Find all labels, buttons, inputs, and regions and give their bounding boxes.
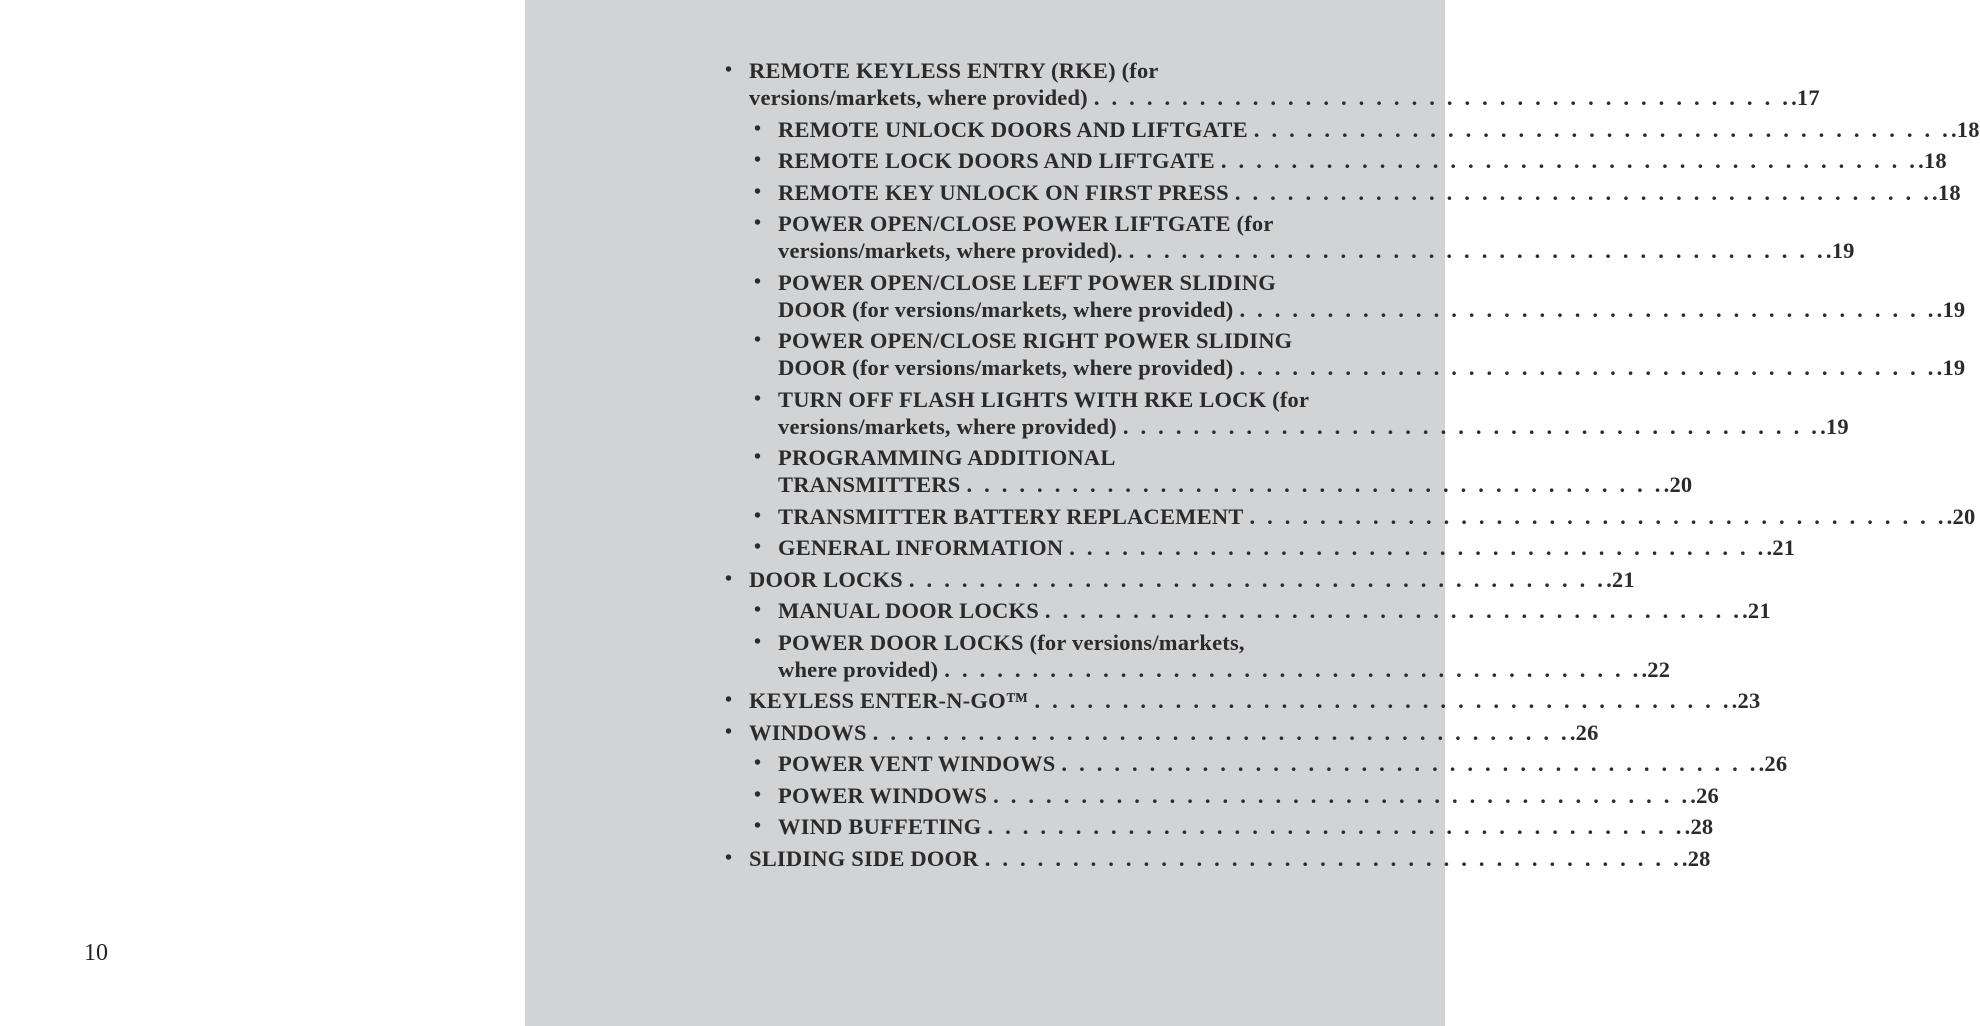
page-number: 10 <box>84 940 108 966</box>
toc-entry[interactable] <box>722 782 1720 809</box>
toc-entry-leader-line <box>778 471 1693 498</box>
toc-entry-title-line: WIND BUFFETING <box>778 814 982 839</box>
toc-page-ref: .19 <box>1936 355 1966 380</box>
left-page <box>0 0 525 1026</box>
toc-entry-leader-line <box>749 566 1635 593</box>
toc-entry-leader-line <box>749 84 1820 111</box>
bullet-icon: • <box>754 117 762 140</box>
toc-entry-title-line: KEYLESS ENTER-N-GO™ <box>749 688 1029 713</box>
dot-leader: . . . . . . . . . . . . . . . . . . . . . . . . . . . . . . . . . . . . . . . . <box>987 814 1685 839</box>
bullet-icon: • <box>754 752 762 774</box>
toc-entry-title-line: POWER OPEN/CLOSE POWER LIFTGATE (for <box>778 211 1274 236</box>
toc-entry[interactable] <box>722 269 1966 323</box>
toc-entry-leader-line <box>778 354 1966 381</box>
toc-entry-title-line: POWER OPEN/CLOSE LEFT POWER SLIDING <box>778 269 1276 295</box>
toc-page-ref: .20 <box>1946 503 1976 529</box>
dot-leader: . . . . . . . . . . . . . . . . . . . . . . . . . . . . . . . . . . . . . . . . <box>908 566 1607 592</box>
toc-entry-leader-line <box>778 750 1788 777</box>
toc-entry-leader-line <box>778 813 1714 840</box>
toc-entry-leader-line <box>778 237 1855 264</box>
toc-page-ref: .19 <box>1936 296 1966 322</box>
dot-leader: . . . . . . . . . . . . . . . . . . . . . . . . . . . . . . . . . . . . . . . . <box>1239 355 1937 380</box>
toc-entry[interactable] <box>722 503 1976 530</box>
toc-page-ref: .17 <box>1791 85 1820 110</box>
toc-entry[interactable] <box>722 147 1947 174</box>
bullet-icon: • <box>754 599 762 621</box>
bullet-icon: • <box>754 180 762 203</box>
dot-leader: . . . . . . . . . . . . . . . . . . . . . . . . . . . . . . . . . . . . . . . . <box>1069 535 1767 560</box>
bullet-icon: • <box>725 720 733 743</box>
toc-page-ref: .28 <box>1681 845 1711 871</box>
toc-entry-leader-line <box>778 534 1796 561</box>
toc-entry-leader-line <box>778 413 1849 440</box>
dot-leader: . . . . . . . . . . . . . . . . . . . . . . . . . . . . . . . . . . . . . . . . <box>993 782 1691 808</box>
toc-entry-leader-line <box>749 719 1599 746</box>
bullet-icon: • <box>754 270 762 293</box>
dot-leader: . . . . . . . . . . . . . . . . . . . . . . . . . . . . . . . . . . . . . . . . <box>1034 688 1732 713</box>
bullet-icon: • <box>754 149 762 171</box>
toc-entry[interactable] <box>722 444 1693 498</box>
dot-leader: . . . . . . . . . . . . . . . . . . . . . . . . . . . . . . . . . . . . . . . . <box>1234 179 1933 205</box>
toc-entry-title-line: WINDOWS <box>749 719 867 745</box>
toc-page-ref: .18 <box>1932 179 1961 205</box>
toc-entry[interactable] <box>722 687 1761 714</box>
toc-entry-leader-line <box>778 597 1771 624</box>
toc-entry-title-line: REMOTE KEYLESS ENTRY (RKE) (for <box>749 58 1159 83</box>
toc-entry-title-line: GENERAL INFORMATION <box>778 535 1064 560</box>
bullet-icon: • <box>754 446 762 468</box>
toc-entry-title-line: TRANSMITTERS <box>778 472 961 497</box>
toc-entry[interactable] <box>722 327 1966 381</box>
bullet-icon: • <box>754 815 762 837</box>
toc-entry-title-line: DOOR LOCKS <box>749 566 903 592</box>
toc-entry-title-line: PROGRAMMING ADDITIONAL <box>778 445 1116 470</box>
toc-entry-title-line: REMOTE LOCK DOORS AND LIFTGATE <box>778 148 1215 173</box>
toc-entry-title-line: SLIDING SIDE DOOR <box>749 845 979 871</box>
dot-leader: . . . . . . . . . . . . . . . . . . . . . . . . . . . . . . . . . . . . . . . . <box>984 845 1682 871</box>
toc-page-ref: .18 <box>1918 148 1947 173</box>
dot-leader: . . . . . . . . . . . . . . . . . . . . . . . . . . . . . . . . . . . . . . . . <box>1249 503 1947 529</box>
toc-entry-title-line: DOOR (for versions/markets, where provided) <box>778 355 1234 380</box>
bullet-icon: • <box>754 630 762 653</box>
toc-entry-leader-line <box>778 147 1947 174</box>
toc-entry-title-line: MANUAL DOOR LOCKS <box>778 598 1039 623</box>
toc-entry[interactable] <box>722 179 1961 206</box>
toc-entry-title-line: where provided) <box>778 656 939 682</box>
toc-page-ref: .21 <box>1742 598 1771 623</box>
toc-entry-title-line: POWER VENT WINDOWS <box>778 751 1056 776</box>
dot-leader: . . . . . . . . . . . . . . . . . . . . . . . . . . . . . . . . . . . . . . . . <box>1093 85 1792 110</box>
bullet-icon: • <box>754 536 762 558</box>
toc-page-ref: .26 <box>1690 782 1720 808</box>
table-of-contents <box>722 57 1980 876</box>
toc-entry-leader-line <box>778 179 1961 206</box>
toc-entry-title-line: TRANSMITTER BATTERY REPLACEMENT <box>778 503 1244 529</box>
toc-entry[interactable] <box>722 719 1599 746</box>
toc-entry-leader-line <box>778 503 1976 530</box>
bullet-icon: • <box>725 689 733 711</box>
dot-leader: . . . . . . . . . . . . . . . . . . . . . . . . . . . . . . . . . . . . . . . . <box>1253 116 1951 142</box>
dot-leader: . . . . . . . . . . . . . . . . . . . . . . . . . . . . . . . . . . . . . . . . <box>944 656 1642 682</box>
toc-page-ref: .19 <box>1825 238 1855 263</box>
toc-entry[interactable] <box>722 386 1849 440</box>
dot-leader: . . . . . . . . . . . . . . . . . . . . . . . . . . . . . . . . . . . . . . . . <box>1061 751 1759 776</box>
dot-leader: . . . . . . . . . . . . . . . . . . . . . . . . . . . . . . . . . . . . . . . . <box>872 719 1570 745</box>
toc-entry-title-line: POWER WINDOWS <box>778 782 988 808</box>
bullet-icon: • <box>754 783 762 806</box>
toc-page-ref: .22 <box>1641 656 1671 682</box>
toc-entry-title-line: TURN OFF FLASH LIGHTS WITH RKE LOCK (for <box>778 386 1310 412</box>
toc-entry-title-line: REMOTE UNLOCK DOORS AND LIFTGATE <box>778 116 1248 142</box>
toc-entry-title-line: POWER OPEN/CLOSE RIGHT POWER SLIDING <box>778 328 1293 353</box>
toc-page-ref: .26 <box>1569 719 1599 745</box>
bullet-icon: • <box>754 329 762 351</box>
bullet-icon: • <box>754 387 762 410</box>
toc-entry[interactable] <box>722 116 1980 143</box>
toc-entry-leader-line <box>749 845 1711 872</box>
toc-page-ref: .28 <box>1684 814 1714 839</box>
bullet-icon: • <box>754 504 762 527</box>
bullet-icon: • <box>725 846 733 869</box>
dot-leader: . . . . . . . . . . . . . . . . . . . . . . . . . . . . . . . . . . . . . . . . <box>1220 148 1919 173</box>
toc-entry[interactable] <box>722 750 1788 777</box>
toc-page-ref: .26 <box>1758 751 1788 776</box>
toc-entry-leader-line <box>778 296 1966 323</box>
bullet-icon: • <box>754 212 762 234</box>
toc-entry-leader-line <box>778 782 1720 809</box>
dot-leader: . . . . . . . . . . . . . . . . . . . . . . . . . . . . . . . . . . . . . . . . <box>966 472 1664 497</box>
toc-entry-title-line: versions/markets, where provided) <box>778 413 1117 439</box>
dot-leader: . . . . . . . . . . . . . . . . . . . . . . . . . . . . . . . . . . . . . . . . <box>1044 598 1743 623</box>
toc-entry-title-line: versions/markets, where provided) <box>749 85 1088 110</box>
dot-leader: . . . . . . . . . . . . . . . . . . . . . . . . . . . . . . . . . . . . . . . . <box>1239 296 1937 322</box>
toc-entry[interactable] <box>722 845 1711 872</box>
toc-page-ref: .20 <box>1663 472 1693 497</box>
toc-entry-leader-line <box>778 656 1671 683</box>
toc-entry-leader-line <box>749 687 1761 714</box>
toc-page-ref: .21 <box>1606 566 1635 592</box>
toc-entry-title-line: REMOTE KEY UNLOCK ON FIRST PRESS <box>778 179 1229 205</box>
toc-entry[interactable] <box>722 534 1796 561</box>
toc-entry[interactable] <box>722 597 1771 624</box>
bullet-icon: • <box>725 567 733 590</box>
toc-entry-title-line: versions/markets, where provided). <box>778 238 1123 263</box>
right-page <box>525 0 1980 1026</box>
toc-entry[interactable] <box>722 210 1855 264</box>
toc-entry[interactable] <box>722 629 1671 683</box>
dot-leader: . . . . . . . . . . . . . . . . . . . . . . . . . . . . . . . . . . . . . . . . <box>1128 238 1826 263</box>
toc-entry-title-line: DOOR (for versions/markets, where provided) <box>778 296 1234 322</box>
toc-entry[interactable] <box>722 57 1820 111</box>
toc-page-ref: .19 <box>1820 413 1849 439</box>
dot-leader: . . . . . . . . . . . . . . . . . . . . . . . . . . . . . . . . . . . . . . . . <box>1122 413 1821 439</box>
toc-entry[interactable] <box>722 813 1714 840</box>
toc-page-ref: .21 <box>1766 535 1796 560</box>
toc-page-ref: .18 <box>1950 116 1980 142</box>
toc-entry-title-line: POWER DOOR LOCKS (for versions/markets, <box>778 629 1245 655</box>
toc-entry[interactable] <box>722 566 1635 593</box>
toc-page-ref: .23 <box>1731 688 1761 713</box>
toc-entry-leader-line <box>778 116 1980 143</box>
bullet-icon: • <box>725 59 733 81</box>
